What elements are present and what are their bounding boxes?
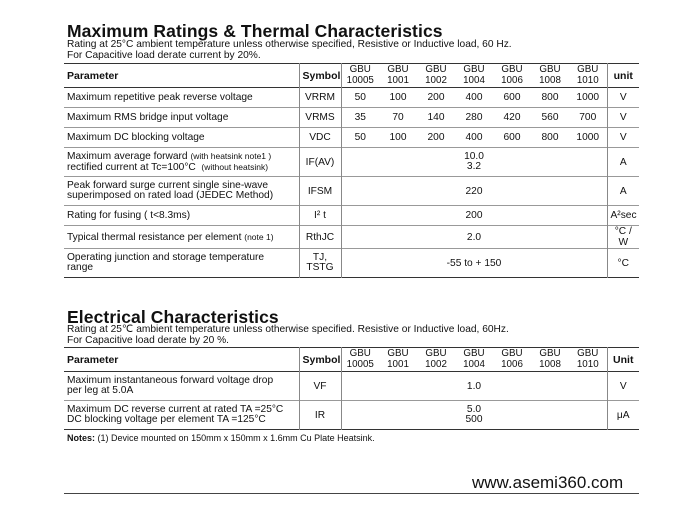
- value-cell: 800: [541, 132, 559, 143]
- header-part: GBU 1006: [501, 64, 523, 86]
- value-cell: 1000: [576, 132, 600, 143]
- value-cell: 200: [427, 132, 445, 143]
- value-cell: 200: [427, 92, 445, 103]
- param-cell: Typical thermal resistance per element (note 1): [67, 231, 274, 243]
- value-cell: 200: [465, 210, 483, 221]
- value-cell: 35: [354, 112, 366, 123]
- value-cell: 220: [465, 185, 483, 197]
- unit-cell: V: [607, 372, 639, 401]
- header-unit: unit: [607, 64, 639, 88]
- value-cell: 100: [389, 92, 407, 103]
- param-cell: Maximum instantaneous forward voltage drop per leg at 5.0A: [67, 374, 274, 396]
- unit-cell: V: [607, 108, 639, 128]
- table-row: [64, 88, 639, 108]
- param-cell: Maximum RMS bridge input voltage: [67, 112, 229, 123]
- unit-cell: μA: [607, 401, 639, 430]
- header-part: GBU 10005: [346, 348, 374, 370]
- value-cell: 10.0 3.2: [464, 150, 484, 172]
- value-cell: 1000: [576, 92, 600, 103]
- electrical-table: [64, 347, 639, 430]
- unit-cell: V: [607, 128, 639, 148]
- value-cell: 560: [541, 112, 559, 123]
- header-part: GBU 1006: [501, 348, 523, 370]
- section-title-max-ratings: Maximum Ratings & Thermal Characteristics: [67, 21, 443, 41]
- table-row: [64, 148, 639, 177]
- header-part: GBU 1010: [576, 64, 599, 86]
- param-cell: Maximum repetitive peak reverse voltage: [67, 92, 253, 103]
- value-cell: 600: [503, 92, 521, 103]
- symbol-cell: IFSM: [299, 177, 341, 206]
- param-cell: Operating junction and storage temperature range: [67, 251, 265, 273]
- rating-conditions-text: Rating at 25°C ambient temperature unless otherwise specified, Resistive or Inductive load, 60 Hz.: [67, 39, 512, 50]
- header-part: GBU 1002: [425, 348, 447, 370]
- max-ratings-table: [64, 63, 639, 278]
- header-part: GBU 1008: [539, 64, 561, 86]
- param-cell: Peak forward surge current single sine-wave superimposed on rated load (JEDEC Method): [67, 179, 274, 201]
- capacitive-derate-text: For Capacitive load derate by 20 %.: [67, 335, 229, 346]
- notes-text: [67, 433, 375, 443]
- header-part: GBU 10005: [346, 64, 374, 86]
- capacitive-derate-text: For Capacitive load derate current by 20%.: [67, 50, 261, 61]
- header-part: GBU 1010: [576, 348, 599, 370]
- rating-conditions-text: Rating at 25℃ ambient temperature unless otherwise specified. Resistive or Inductive load, 60Hz.: [67, 324, 509, 335]
- symbol-cell: I² t: [299, 206, 341, 226]
- header-part: GBU 1008: [539, 348, 561, 370]
- value-cell: 400: [465, 92, 483, 103]
- symbol-cell: RthJC: [299, 226, 341, 249]
- symbol-cell: IR: [299, 401, 341, 430]
- header-part: GBU 1002: [425, 64, 447, 86]
- unit-cell: °C: [607, 249, 639, 278]
- unit-cell: A: [607, 177, 639, 206]
- value-cell: 800: [541, 92, 559, 103]
- notes-label: Notes:: [67, 433, 96, 443]
- value-cell: 600: [503, 132, 521, 143]
- value-cell: 100: [389, 132, 407, 143]
- symbol-cell: VRRM: [299, 88, 341, 108]
- param-cell: Maximum DC reverse current at rated TA =25°C DC blocking voltage per element TA =125°C: [67, 403, 284, 425]
- header-unit: Unit: [607, 348, 639, 372]
- table-row: [64, 249, 639, 278]
- value-cell: 280: [465, 112, 483, 123]
- value-cell: 50: [354, 132, 366, 143]
- value-cell: 400: [465, 132, 483, 143]
- param-cell: Maximum DC blocking voltage: [67, 132, 205, 143]
- table-row: [64, 177, 639, 206]
- header-symbol: Symbol: [299, 64, 341, 88]
- table-row: [64, 128, 639, 148]
- unit-cell: A: [607, 148, 639, 177]
- value-cell: -55 to + 150: [446, 257, 502, 269]
- param-cell: Maximum average forward (with heatsink note1 ) rectified current at Tc=100°C (without heatsink): [67, 150, 272, 173]
- value-cell: 50: [354, 92, 366, 103]
- section-title-electrical: Electrical Characteristics: [67, 307, 279, 327]
- unit-cell: V: [607, 88, 639, 108]
- header-parameter: Parameter: [67, 353, 119, 366]
- header-part: GBU 1001: [387, 64, 409, 86]
- value-cell: 2.0: [466, 231, 482, 243]
- table-row: [64, 401, 639, 430]
- table-row: [64, 206, 639, 226]
- symbol-cell: VRMS: [299, 108, 341, 128]
- value-cell: 420: [503, 112, 521, 123]
- header-part: GBU 1004: [463, 64, 485, 86]
- symbol-cell: IF(AV): [299, 148, 341, 177]
- table-header-row: [64, 348, 639, 372]
- unit-cell: °C / W: [607, 226, 639, 249]
- table-row: [64, 372, 639, 401]
- header-part: GBU 1001: [387, 348, 409, 370]
- header-part: GBU 1004: [463, 348, 485, 370]
- unit-cell: A²sec: [607, 206, 639, 226]
- value-cell: 140: [427, 112, 445, 123]
- header-parameter: Parameter: [67, 69, 119, 82]
- note-1: (1) Device mounted on 150mm x 150mm x 1.6mm Cu Plate Heatsink.: [95, 433, 375, 443]
- symbol-cell: VDC: [299, 128, 341, 148]
- symbol-cell: VF: [299, 372, 341, 401]
- value-cell: 70: [392, 112, 404, 123]
- symbol-cell: TJ, TSTG: [299, 249, 341, 278]
- table-row: [64, 108, 639, 128]
- header-symbol: Symbol: [299, 348, 341, 372]
- footer-divider: [64, 493, 639, 494]
- table-header-row: [64, 64, 639, 88]
- website-url: www.asemi360.com: [472, 473, 624, 492]
- value-cell: 700: [579, 112, 597, 123]
- value-cell: 1.0: [466, 380, 482, 392]
- value-cell: 5.0 500: [465, 403, 483, 425]
- table-row: [64, 226, 639, 249]
- param-cell: Rating for fusing ( t<8.3ms): [67, 210, 191, 221]
